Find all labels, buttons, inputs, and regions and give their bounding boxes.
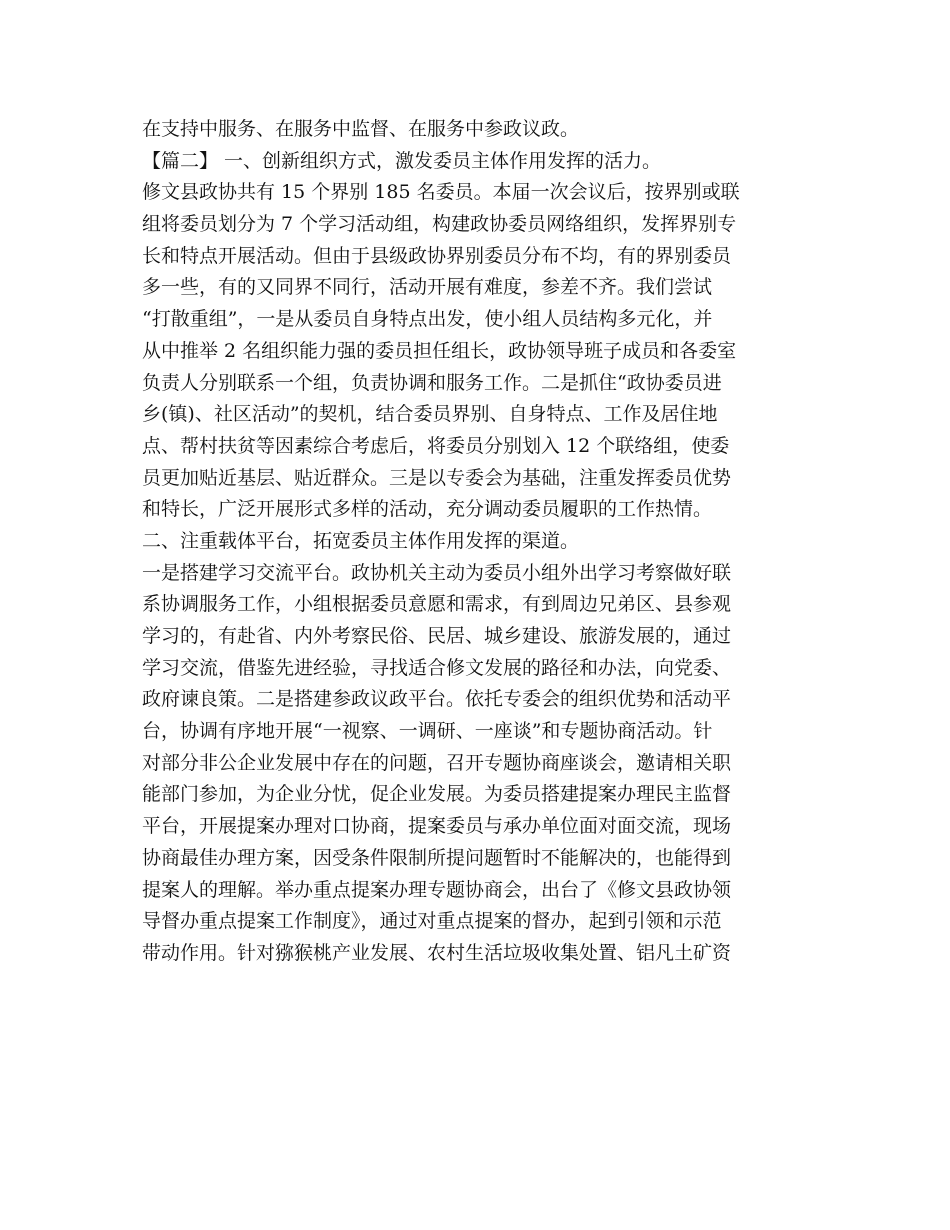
text-line: 负责人分别联系一个组，负责协调和服务工作。二是抓住“政协委员进 [142, 371, 722, 394]
text-line: 和特长，广泛开展形式多样的活动，充分调动委员履职的工作热情。 [142, 498, 713, 521]
text-line: 组将委员划分为 7 个学习活动组，构建政协委员网络组织，发挥界别专 [142, 213, 737, 236]
text-line: 台，协调有序地开展“一视察、一调研、一座谈”和专题协商活动。针 [142, 720, 713, 743]
text-line: 从中推举 2 名组织能力强的委员担任组长，政协领导班子成员和各委室 [142, 339, 737, 362]
document-body [142, 114, 822, 970]
text-line: 系协调服务工作，小组根据委员意愿和需求，有到周边兄弟区、县参观 [142, 593, 732, 616]
text-line: 乡(镇)、社区活动”的契机，结合委员界别、自身特点、工作及居住地 [142, 403, 718, 426]
text-line: 平台，开展提案办理对口协商，提案委员与承办单位面对面交流，现场 [142, 815, 732, 838]
text-line: 提案人的理解。举办重点提案办理专题协商会，出台了《修文县政协领 [142, 878, 732, 901]
text-line: 点、帮村扶贫等因素综合考虑后，将委员分别划入 12 个联络组，使委 [142, 434, 730, 457]
text-line: “打散重组”，一是从委员自身特点出发，使小组人员结构多元化，并 [142, 308, 713, 331]
text-line: 学习交流，借鉴先进经验，寻找适合修文发展的路径和办法，向党委、 [142, 656, 732, 679]
text-line: 在支持中服务、在服务中监督、在服务中参政议政。 [142, 118, 580, 140]
section-heading-line: 二、注重载体平台，拓宽委员主体作用发挥的渠道。 [142, 529, 580, 552]
text-line: 带动作用。针对猕猴桃产业发展、农村生活垃圾收集处置、铝凡土矿资 [142, 941, 732, 964]
text-line: 多一些，有的又同界不同行，活动开展有难度，参差不齐。我们尝试 [142, 276, 713, 299]
text-line: 员更加贴近基层、贴近群众。三是以专委会为基础，注重发挥委员优势 [142, 466, 732, 489]
section-heading-line: 【篇二】 一、创新组织方式，激发委员主体作用发挥的活力。 [142, 149, 662, 172]
text-line: 政府谏良策。二是搭建参政议政平台。依托专委会的组织优势和活动平 [142, 688, 732, 711]
text-line: 导督办重点提案工作制度》，通过对重点提案的督办，起到引领和示范 [142, 910, 722, 933]
text-line: 协商最佳办理方案，因受条件限制所提问题暂时不能解决的，也能得到 [142, 846, 732, 869]
text-line: 修文县政协共有 15 个界别 185 名委员。本届一次会议后，按界别或联 [142, 181, 740, 204]
text-line: 长和特点开展活动。但由于县级政协界别委员分布不均，有的界别委员 [142, 244, 732, 267]
text-line: 能部门参加，为企业分忧，促企业发展。为委员搭建提案办理民主监督 [142, 783, 732, 806]
text-line: 对部分非公企业发展中存在的问题，召开专题协商座谈会，邀请相关职 [142, 751, 732, 774]
text-line: 学习的，有赴省、内外考察民俗、民居、城乡建设、旅游发展的，通过 [142, 625, 732, 647]
text-line: 一是搭建学习交流平台。政协机关主动为委员小组外出学习考察做好联 [142, 561, 732, 584]
